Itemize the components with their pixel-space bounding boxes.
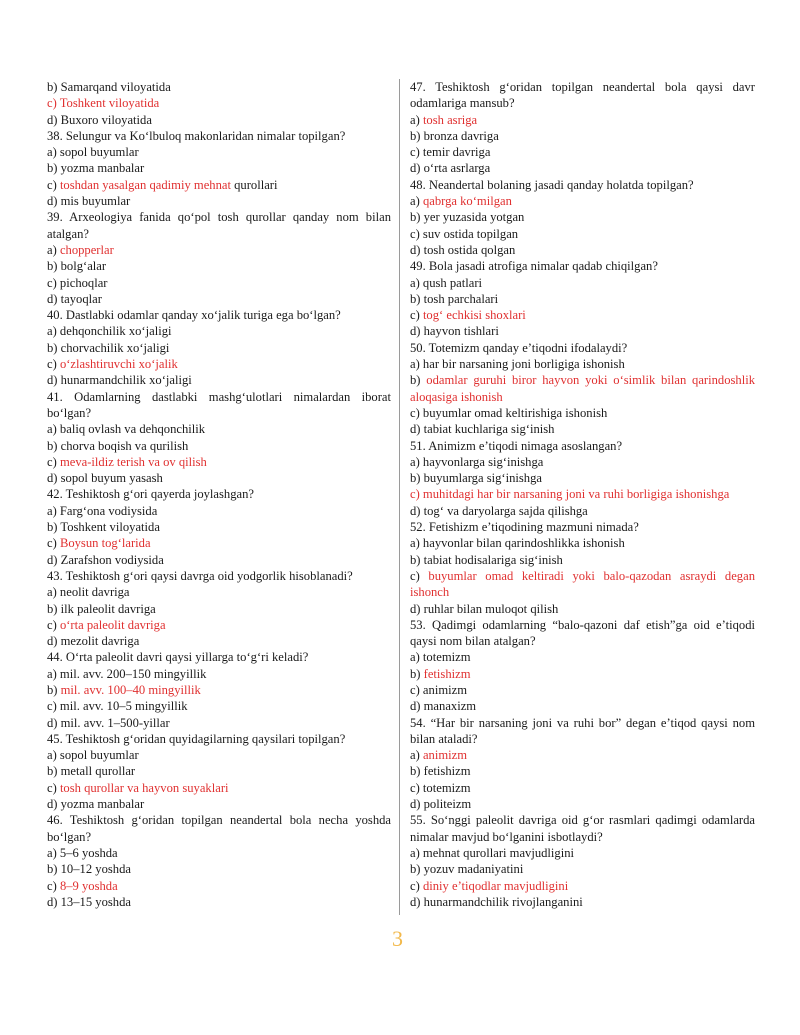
question-line [47, 552, 391, 568]
question-line [410, 323, 755, 339]
answer-letter: c) [47, 357, 60, 372]
correct-answer-line [47, 177, 391, 193]
question-line [410, 79, 755, 112]
question-line [410, 796, 755, 812]
line-text: b) metall qurollar [47, 764, 136, 779]
question-line [47, 258, 391, 274]
question-line [47, 649, 391, 665]
question-line [410, 470, 755, 486]
answer-letter: c) [47, 780, 60, 795]
line-text: a) qush patlari [410, 275, 483, 290]
right-column [410, 79, 755, 910]
highlighted-answer: buyumlar omad keltiradi yoki balo-qazodan asraydi degan ishonch [410, 568, 755, 600]
question-line [47, 275, 391, 291]
line-text: b) ilk paleolit davriga [47, 601, 156, 616]
highlighted-answer: meva-ildiz terish va ov qilish [59, 454, 207, 469]
line-text: d) tog‘ va daryolarga sajda qilishga [410, 503, 588, 518]
question-line [410, 405, 755, 421]
highlighted-answer: diniy e’tiqodlar mavjudligini [422, 878, 569, 893]
answer-letter: c) [410, 308, 423, 323]
answer-letter: b) [47, 682, 61, 697]
question-line [410, 763, 755, 779]
line-text: d) Zarafshon vodiysida [47, 552, 164, 567]
question-line [47, 486, 391, 502]
line-text: 48. Neandertal bolaning jasadi qanday holatda topilgan? [410, 177, 694, 192]
question-line [47, 193, 391, 209]
question-line [410, 209, 755, 225]
question-line [410, 258, 755, 274]
line-text: d) yozma manbalar [47, 797, 145, 812]
question-line [47, 601, 391, 617]
line-text: a) 5–6 yoshda [47, 845, 118, 860]
line-text: b) chorva boqish va qurilish [47, 438, 189, 453]
correct-answer-line [47, 878, 391, 894]
correct-answer-line [410, 193, 755, 209]
highlighted-answer: toshdan yasalgan qadimiy mehnat [59, 177, 231, 192]
question-line [410, 242, 755, 258]
highlighted-answer: c) muhitdagi har bir narsaning joni va ruhi borligiga ishonishga [410, 487, 730, 502]
answer-suffix: qurollari [230, 177, 278, 192]
line-text: a) har bir narsaning joni borligiga ishonish [410, 357, 625, 372]
line-text: a) mil. avv. 200–150 mingyillik [47, 666, 207, 681]
question-line [410, 291, 755, 307]
question-line [47, 438, 391, 454]
line-text: d) ruhlar bilan muloqot qilish [410, 601, 559, 616]
line-text: 40. Dastlabki odamlar qanday xo‘jalik turiga ega bo‘lgan? [47, 308, 341, 323]
line-text: b) yozuv madaniyatini [410, 862, 524, 877]
line-text: 38. Selungur va Ko‘lbuloq makonlaridan nimalar topilgan? [47, 128, 346, 143]
highlighted-answer: tosh asriga [422, 112, 478, 127]
line-text: c) pichoqlar [47, 275, 108, 290]
line-text: c) buyumlar omad keltirishiga ishonish [410, 405, 608, 420]
line-text: d) mis buyumlar [47, 194, 131, 209]
question-line [410, 454, 755, 470]
answer-letter: b) [410, 373, 427, 388]
question-line [47, 209, 391, 242]
correct-answer-line [47, 242, 391, 258]
correct-answer-line [410, 666, 755, 682]
line-text: d) manaxizm [410, 699, 477, 714]
question-line [410, 144, 755, 160]
correct-answer-line [47, 682, 391, 698]
line-text: b) 10–12 yoshda [47, 862, 131, 877]
question-line [47, 160, 391, 176]
question-line [410, 177, 755, 193]
line-text: a) hayvonlar bilan qarindoshlikka ishonish [410, 536, 625, 551]
line-text: d) tayoqlar [47, 291, 102, 306]
highlighted-answer: mil. avv. 100–40 mingyillik [60, 682, 201, 697]
answer-letter: c) [47, 454, 60, 469]
line-text: b) tabiat hodisalariga sig‘inish [410, 552, 563, 567]
question-line [47, 291, 391, 307]
line-text: a) neolit davriga [47, 585, 130, 600]
line-text: 46. Teshiktosh g‘oridan topilgan neandertal bola necha yoshda bo‘lgan? [47, 813, 391, 844]
highlighted-answer: o‘zlashtiruvchi xo‘jalik [59, 357, 178, 372]
answer-letter: c) [47, 878, 60, 893]
question-line [47, 519, 391, 535]
question-line [47, 470, 391, 486]
question-line [410, 894, 755, 910]
correct-answer-line [47, 535, 391, 551]
question-line [410, 503, 755, 519]
question-line [47, 340, 391, 356]
line-text: 43. Teshiktosh g‘ori qaysi davrga oid yodgorlik hisoblanadi? [47, 568, 353, 583]
line-text: c) suv ostida topilgan [410, 226, 519, 241]
question-line [47, 389, 391, 422]
question-line [47, 633, 391, 649]
question-line [410, 698, 755, 714]
correct-answer-line [410, 878, 755, 894]
question-line [47, 372, 391, 388]
highlighted-answer: Boysun tog‘larida [59, 536, 151, 551]
line-text: c) temir davriga [410, 145, 491, 160]
line-text: a) dehqonchilik xo‘jaligi [47, 324, 172, 339]
question-line [410, 160, 755, 176]
line-text: d) Buxoro viloyatida [47, 112, 152, 127]
line-text: a) hayvonlarga sig‘inishga [410, 454, 544, 469]
highlighted-answer: 8–9 yoshda [59, 878, 118, 893]
line-text: 54. “Har bir narsaning joni va ruhi bor” degan e’tiqod qaysi nom bilan ataladi? [410, 715, 755, 746]
line-text: b) Toshkent viloyatida [47, 520, 160, 535]
line-text: a) sopol buyumlar [47, 145, 139, 160]
correct-answer-line [47, 95, 391, 111]
line-text: a) totemizm [410, 650, 471, 665]
question-line [410, 438, 755, 454]
highlighted-answer: o‘rta paleolit davriga [59, 617, 166, 632]
highlighted-answer: tosh qurollar va hayvon suyaklari [59, 780, 229, 795]
line-text: b) yozma manbalar [47, 161, 145, 176]
answer-letter: a) [410, 748, 423, 763]
question-line [47, 568, 391, 584]
line-text: 50. Totemizm qanday e’tiqodni ifodalaydi? [410, 340, 628, 355]
question-line [410, 601, 755, 617]
correct-answer-line [410, 112, 755, 128]
correct-answer-line [47, 356, 391, 372]
question-line [410, 275, 755, 291]
highlighted-answer: animizm [422, 748, 468, 763]
line-text: c) totemizm [410, 780, 471, 795]
question-line [410, 519, 755, 535]
line-text: 53. Qadimgi odamlarning “balo-qazoni daf etish”ga oid e’tiqodi qaysi nom bilan atalgan? [410, 617, 755, 649]
line-text: b) buyumlarga sig‘inishga [410, 471, 542, 486]
question-line [410, 421, 755, 437]
question-line [47, 715, 391, 731]
question-line [410, 845, 755, 861]
highlighted-answer: chopperlar [59, 242, 114, 257]
column-divider [399, 79, 400, 915]
line-text: d) politeizm [410, 797, 472, 812]
correct-answer-line [47, 617, 391, 633]
line-text: b) chorvachilik xo‘jaligi [47, 340, 170, 355]
line-text: a) Farg‘ona vodiysida [47, 503, 158, 518]
question-line [410, 535, 755, 551]
answer-letter: c) [410, 878, 423, 893]
line-text: 49. Bola jasadi atrofiga nimalar qadab chiqilgan? [410, 259, 658, 274]
question-line [47, 861, 391, 877]
line-text: a) baliq ovlash va dehqonchilik [47, 422, 206, 437]
answer-letter: c) [47, 536, 60, 551]
line-text: c) animizm [410, 682, 467, 697]
question-line [47, 112, 391, 128]
question-line [410, 356, 755, 372]
highlighted-answer: odamlar guruhi biror hayvon yoki o‘simlik bilan qarindoshlik aloqasiga ishonish [410, 373, 755, 404]
question-line [410, 340, 755, 356]
line-text: a) mehnat qurollari mavjudligini [410, 845, 575, 860]
line-text: d) mezolit davriga [47, 634, 140, 649]
answer-letter: a) [47, 242, 60, 257]
question-line [410, 649, 755, 665]
highlighted-answer: qabrga ko‘milgan [422, 194, 512, 209]
answer-letter: c) [47, 617, 60, 632]
question-line [47, 584, 391, 600]
highlighted-answer: tog‘ echkisi shoxlari [422, 308, 526, 323]
question-line [47, 144, 391, 160]
question-line [47, 796, 391, 812]
question-line [410, 715, 755, 748]
line-text: 41. Odamlarning dastlabki mashg‘ulotlari nimalardan iborat bo‘lgan? [47, 389, 391, 420]
question-line [410, 617, 755, 650]
question-line [47, 763, 391, 779]
line-text: b) yer yuzasida yotgan [410, 210, 525, 225]
question-line [47, 747, 391, 763]
line-text: 39. Arxeologiya fanida qo‘pol tosh qurollar qanday nom bilan atalgan? [47, 210, 391, 241]
question-line [47, 698, 391, 714]
line-text: d) sopol buyum yasash [47, 471, 163, 486]
correct-answer-line [410, 486, 755, 502]
answer-letter: c) [47, 177, 60, 192]
line-text: d) tosh ostida qolgan [410, 242, 516, 257]
line-text: 52. Fetishizm e’tiqodining mazmuni nimada? [410, 520, 639, 535]
document-page [47, 79, 755, 919]
line-text: d) hunarmandchilik xo‘jaligi [47, 373, 192, 388]
correct-answer-line [410, 307, 755, 323]
question-line [47, 128, 391, 144]
question-line [47, 812, 391, 845]
question-line [410, 861, 755, 877]
line-text: 51. Animizm e’tiqodi nimaga asoslangan? [410, 438, 623, 453]
question-line [47, 79, 391, 95]
line-text: b) fetishizm [410, 764, 471, 779]
line-text: d) tabiat kuchlariga sig‘inish [410, 422, 555, 437]
line-text: b) tosh parchalari [410, 291, 499, 306]
question-line [47, 503, 391, 519]
page-number: 3 [392, 926, 403, 951]
answer-letter: a) [410, 194, 423, 209]
question-line [47, 323, 391, 339]
line-text: b) bolg‘alar [47, 259, 107, 274]
correct-answer-line [47, 780, 391, 796]
highlighted-answer: fetishizm [423, 666, 471, 681]
correct-answer-line [47, 454, 391, 470]
line-text: c) mil. avv. 10–5 mingyillik [47, 699, 188, 714]
line-text: b) Samarqand viloyatida [47, 80, 171, 94]
highlighted-answer: c) Toshkent viloyatida [47, 96, 160, 111]
question-line [47, 894, 391, 910]
question-line [47, 845, 391, 861]
line-text: 42. Teshiktosh g‘ori qayerda joylashgan? [47, 487, 254, 502]
question-line [410, 226, 755, 242]
line-text: 44. O‘rta paleolit davri qaysi yillarga to‘g‘ri keladi? [47, 650, 309, 665]
question-line [410, 812, 755, 845]
line-text: d) mil. avv. 1–500-yillar [47, 715, 170, 730]
answer-letter: a) [410, 112, 423, 127]
answer-letter: c) [410, 568, 429, 583]
question-line [410, 128, 755, 144]
left-column [47, 79, 391, 910]
line-text: 55. So‘nggi paleolit davriga oid g‘or rasmlari qadimgi odamlarda nimalar mavjud bo‘lganini isbotlaydi? [410, 813, 755, 844]
line-text: a) sopol buyumlar [47, 748, 139, 763]
correct-answer-line [410, 372, 755, 405]
question-line [47, 731, 391, 747]
answer-letter: b) [410, 666, 424, 681]
question-line [410, 682, 755, 698]
correct-answer-line [410, 747, 755, 763]
line-text: 45. Teshiktosh g‘oridan quyidagilarning qaysilari topilgan? [47, 731, 346, 746]
question-line [47, 421, 391, 437]
line-text: d) 13–15 yoshda [47, 894, 131, 909]
line-text: 47. Teshiktosh g‘oridan topilgan neandertal bola qaysi davr odamlariga mansub? [410, 80, 755, 111]
line-text: d) hayvon tishlari [410, 324, 499, 339]
question-line [410, 780, 755, 796]
correct-answer-line [410, 568, 755, 601]
question-line [47, 666, 391, 682]
line-text: d) o‘rta asrlarga [410, 161, 491, 176]
line-text: b) bronza davriga [410, 128, 499, 143]
question-line [410, 552, 755, 568]
question-line [47, 307, 391, 323]
line-text: d) hunarmandchilik rivojlanganini [410, 894, 583, 909]
